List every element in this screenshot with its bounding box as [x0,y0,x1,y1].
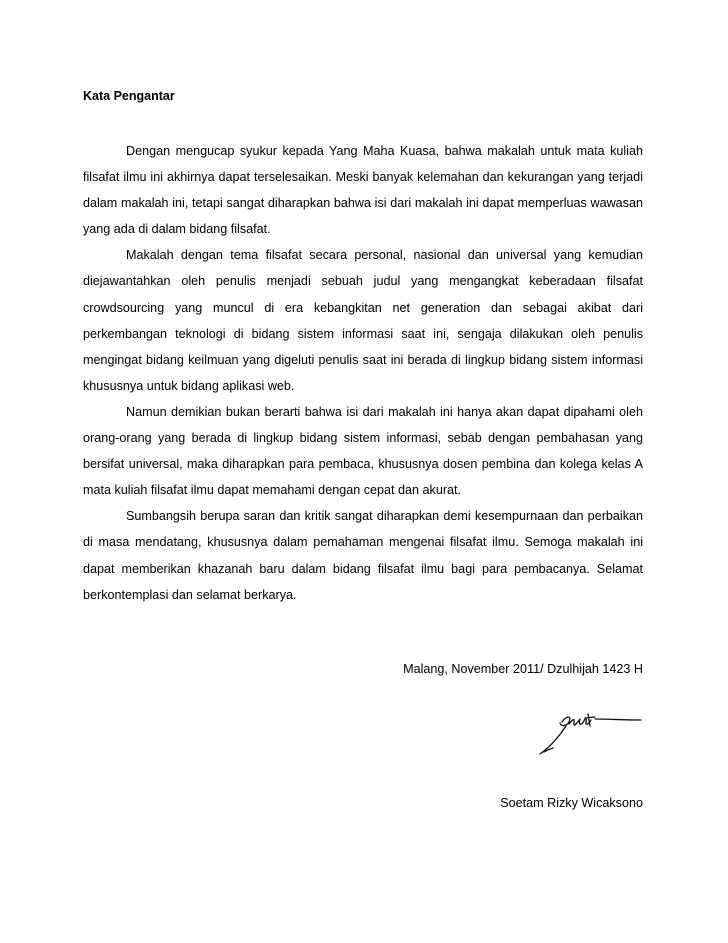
paragraph-3: Namun demikian bukan berarti bahwa isi dari makalah ini hanya akan dapat dipahami oleh orang-orang yang berada di lingkup bidang sistem informasi, sebab dengan pembahasan yang bersifat universal, maka diharapkan para pembaca, khususnya dosen pembina dan kolega kelas A mata kuliah filsafat ilmu dapat memahami dengan cepat dan akurat. [83,404,643,498]
page-title: Kata Pengantar [83,89,175,103]
signature-icon [538,712,642,758]
place-date: Malang, November 2011/ Dzulhijah 1423 H [403,662,643,676]
body-text [83,138,643,608]
paragraph-2: Makalah dengan tema filsafat secara personal, nasional dan universal yang kemudian diejawantahkan oleh penulis menjadi sebuah judul yang mengangkat keberadaan filsafat crowdsourcing yang muncul di era kebangkitan net generation dan sebagai akibat dari perkembangan teknologi di bidang sistem informasi saat ini, sengaja dilakukan oleh penulis mengingat bidang keilmuan yang digeluti penulis saat ini berada di lingkup bidang sistem informasi khususnya untuk bidang aplikasi web. [83,248,643,393]
paragraph-4: Sumbangsih berupa saran dan kritik sangat diharapkan demi kesempurnaan dan perbaikan di masa mendatang, khususnya dalam pemahaman mengenai filsafat ilmu. Semoga makalah ini dapat memberikan khazanah baru dalam bidang filsafat ilmu bagi para pembacanya. Selamat berkontemplasi dan selamat berkarya. [83,509,643,602]
paragraph-1: Dengan mengucap syukur kepada Yang Maha Kuasa, bahwa makalah untuk mata kuliah filsafat ilmu ini akhirnya dapat terselesaikan. Meski banyak kelemahan dan kekurangan yang terjadi dalam makalah ini, tetapi sangat diharapkan bahwa isi dari makalah ini dapat memperluas wawasan yang ada di dalam bidang filsafat. [83,144,643,237]
signer-name: Soetam Rizky Wicaksono [500,796,643,810]
